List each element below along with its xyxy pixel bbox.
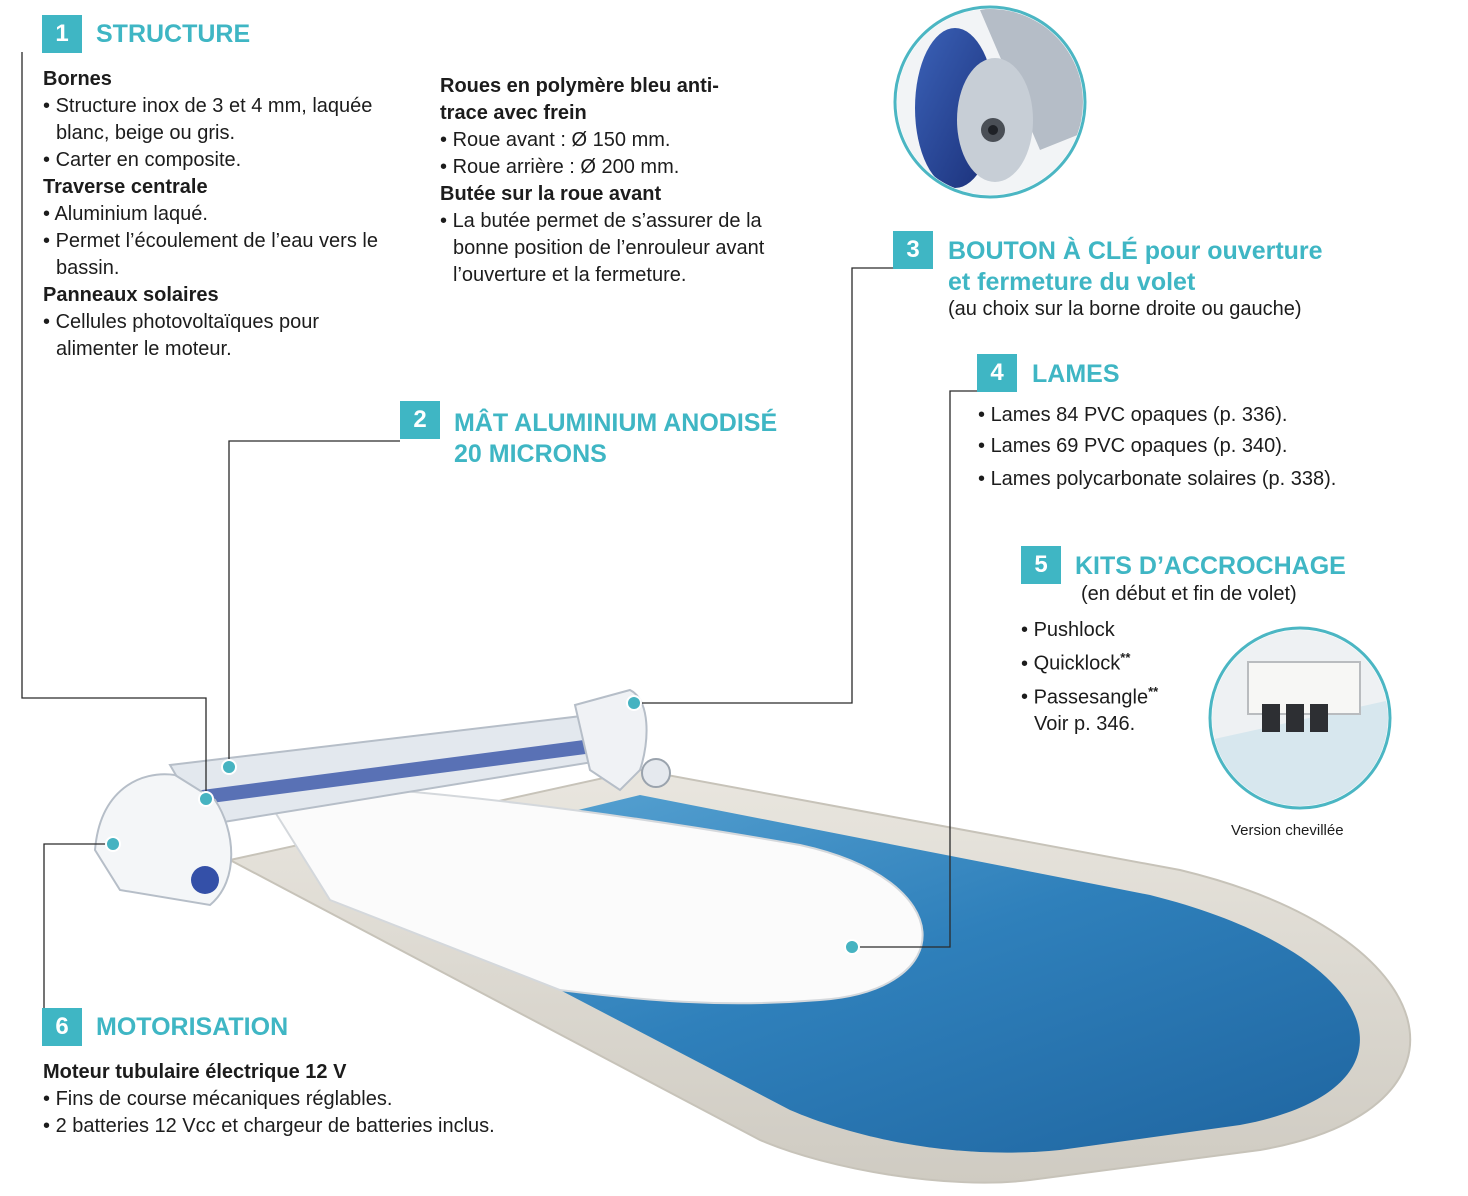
kit-item bbox=[1021, 678, 1211, 712]
section-3-title bbox=[948, 236, 1323, 298]
section-6-number: 6 bbox=[42, 1008, 82, 1046]
section-4-number: 4 bbox=[977, 354, 1017, 392]
section-5-title: KITS D’ACCROCHAGE bbox=[1075, 552, 1346, 580]
panneaux-heading: Panneaux solaires bbox=[43, 284, 219, 306]
section-5-note: (en début et fin de volet) bbox=[1081, 583, 1297, 605]
motor-heading: Moteur tubulaire électrique 12 V bbox=[43, 1061, 347, 1083]
bornes-item: • Carter en composite. bbox=[43, 147, 388, 174]
lames-item: • Lames 69 PVC opaques (p. 340). bbox=[978, 433, 1438, 460]
motor-item: • 2 batteries 12 Vcc et chargeur de batteries inclus. bbox=[43, 1113, 523, 1140]
callout-dot-6 bbox=[106, 837, 120, 851]
section-1-body bbox=[43, 66, 388, 363]
section-2-title-line: 20 MICRONS bbox=[454, 440, 607, 468]
section-2-title-line: MÂT ALUMINIUM ANODISÉ bbox=[454, 409, 778, 437]
callout-dot-4 bbox=[845, 940, 859, 954]
inset-caption: Version chevillée bbox=[1231, 822, 1344, 839]
callout-dot-2 bbox=[222, 760, 236, 774]
stop-item: • La butée permet de s’assurer de la bonne position de l’enrouleur avant l’ouverture et la fermeture. bbox=[440, 208, 810, 289]
wheels-item: • Roue avant : Ø 150 mm. bbox=[440, 127, 810, 154]
callout-line-6 bbox=[44, 844, 113, 1024]
kit-reference: Voir p. 346. bbox=[1034, 713, 1136, 736]
section-6-body bbox=[43, 1059, 523, 1140]
callout-line-2 bbox=[229, 441, 400, 767]
key-button-inset bbox=[895, 0, 1090, 200]
stop-heading: Butée sur la roue avant bbox=[440, 183, 662, 205]
kit-item bbox=[1021, 644, 1211, 678]
double-asterisk: ** bbox=[1148, 683, 1159, 699]
lames-item: • Lames polycarbonate solaires (p. 338). bbox=[978, 466, 1438, 493]
section-1-number: 1 bbox=[42, 15, 82, 53]
callout-dot-1 bbox=[199, 792, 213, 806]
traverse-item: • Aluminium laqué. bbox=[43, 201, 388, 228]
wheels-block bbox=[440, 73, 810, 289]
section-4-title: LAMES bbox=[1032, 360, 1120, 388]
section-6-title: MOTORISATION bbox=[96, 1013, 289, 1041]
anchoring-kit-inset bbox=[1210, 628, 1390, 808]
section-1-title: STRUCTURE bbox=[96, 20, 251, 48]
callout-dot-3 bbox=[627, 696, 641, 710]
section-4-list bbox=[978, 402, 1438, 493]
section-5-number: 5 bbox=[1021, 546, 1061, 584]
lames-item: • Lames 84 PVC opaques (p. 336). bbox=[978, 402, 1438, 429]
wheels-item: • Roue arrière : Ø 200 mm. bbox=[440, 154, 810, 181]
section-3-title-line: BOUTON À CLÉ pour ouverture bbox=[948, 237, 1323, 265]
panneaux-item: • Cellules photovoltaïques pour alimenter le moteur. bbox=[43, 309, 388, 363]
kit-item: • Pushlock bbox=[1021, 617, 1211, 644]
traverse-item: • Permet l’écoulement de l’eau vers le bassin. bbox=[43, 228, 388, 282]
callout-line-3 bbox=[634, 268, 893, 703]
traverse-heading: Traverse centrale bbox=[43, 176, 208, 198]
bornes-item: • Structure inox de 3 et 4 mm, laquée blanc, beige ou gris. bbox=[43, 93, 388, 147]
wheels-heading: Roues en polymère bleu anti-trace avec frein bbox=[440, 75, 719, 124]
section-2-title bbox=[454, 408, 777, 470]
section-5-list bbox=[1021, 617, 1211, 738]
section-3-number: 3 bbox=[893, 231, 933, 269]
double-asterisk: ** bbox=[1120, 650, 1131, 665]
bornes-heading: Bornes bbox=[43, 68, 112, 90]
motor-item: • Fins de course mécaniques réglables. bbox=[43, 1086, 523, 1113]
section-2-number: 2 bbox=[400, 401, 440, 439]
section-3-title-line: et fermeture du volet bbox=[948, 268, 1196, 296]
kit-item-label: Passesangle bbox=[1033, 686, 1149, 709]
kit-item-label: Quicklock bbox=[1033, 652, 1121, 675]
section-3-note: (au choix sur la borne droite ou gauche) bbox=[948, 298, 1302, 320]
